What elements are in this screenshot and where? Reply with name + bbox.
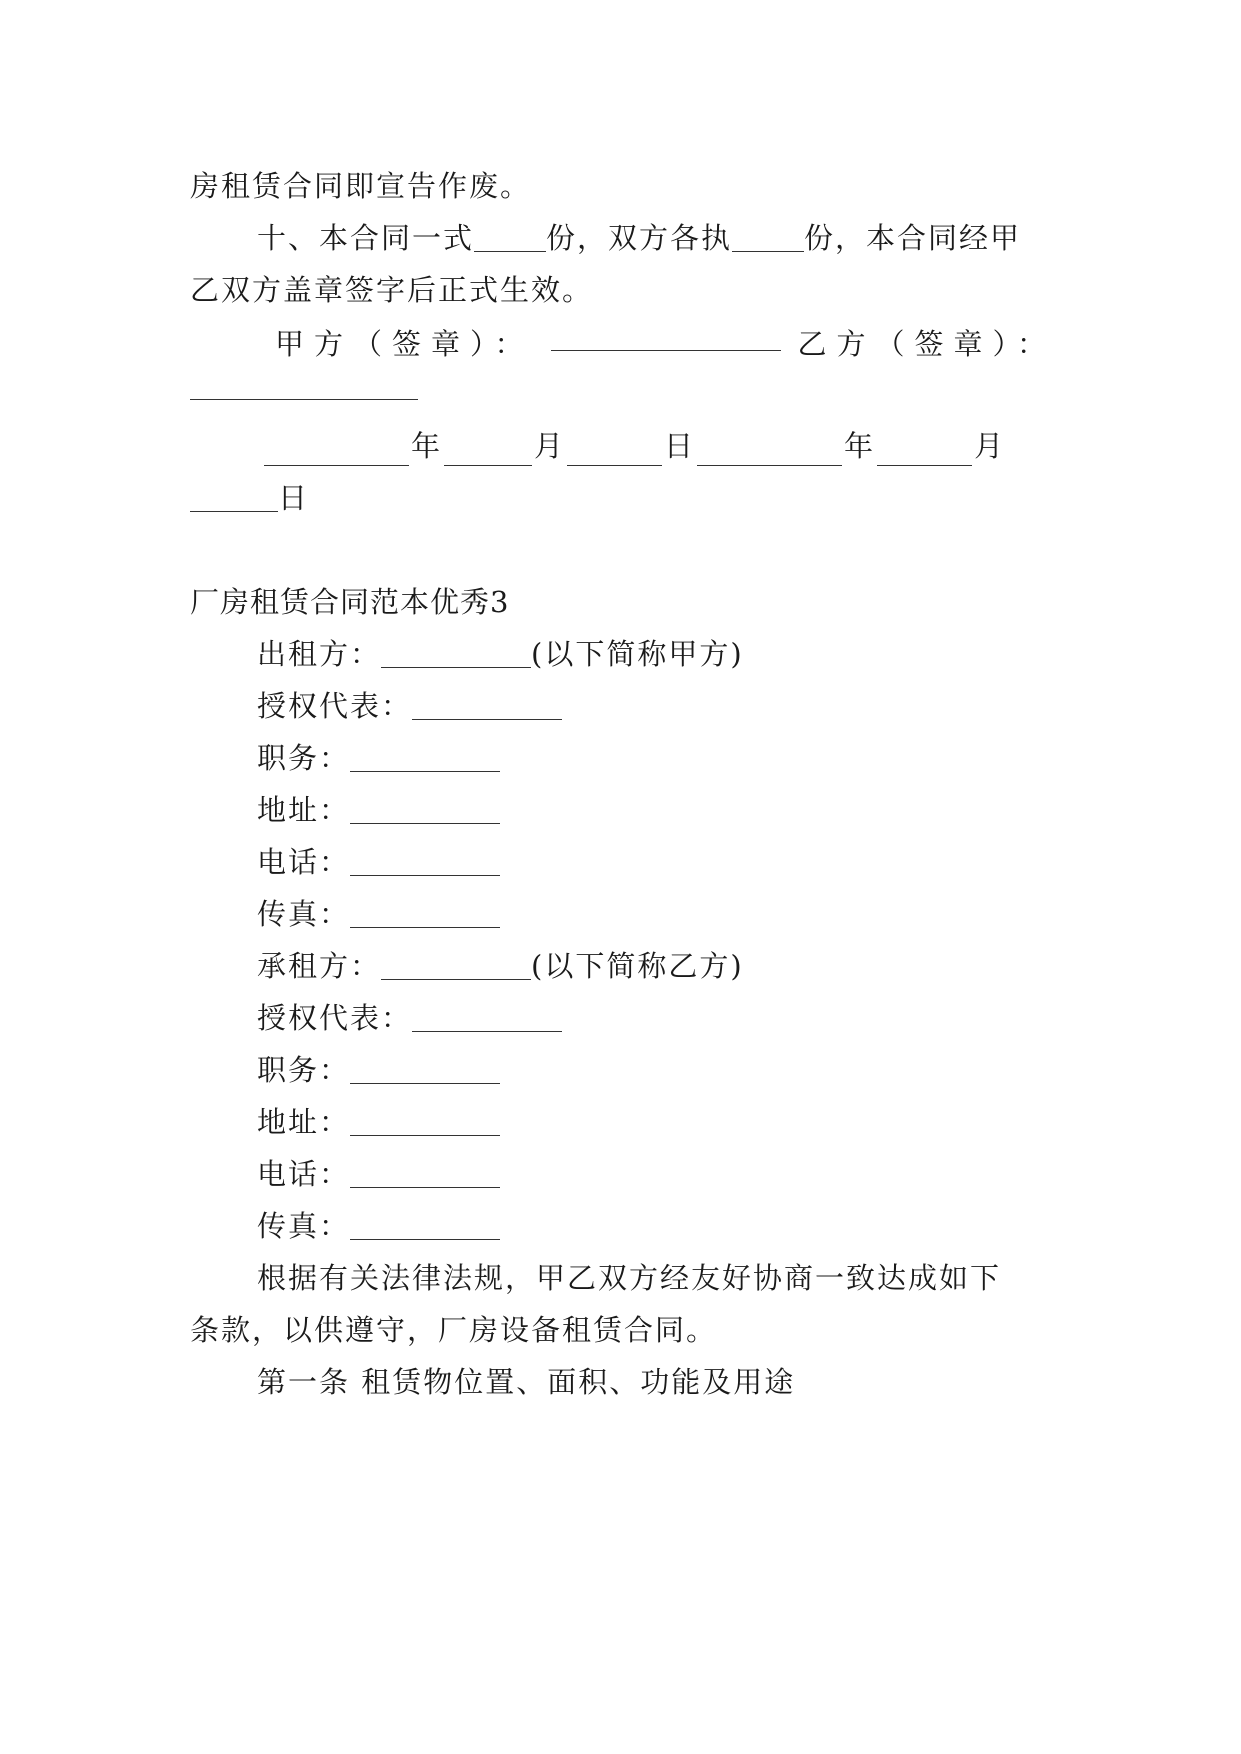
month-blank bbox=[877, 439, 972, 466]
form-blank bbox=[350, 849, 500, 876]
form-blank bbox=[412, 693, 562, 720]
form-blank bbox=[412, 1005, 562, 1032]
form-blank bbox=[350, 797, 500, 824]
position-line: 职务： bbox=[257, 738, 1051, 778]
auth-rep-line: 授权代表： bbox=[257, 998, 1051, 1038]
lessee-line: 承租方： (以下简称乙方) bbox=[257, 949, 744, 983]
text-line: 条款，以供遵守，厂房设备租赁合同。 bbox=[190, 1313, 718, 1347]
form-blank bbox=[350, 1161, 500, 1188]
form-blank bbox=[350, 1057, 500, 1084]
text-line: 房租赁合同即宣告作废。 bbox=[190, 169, 532, 203]
lessor-blank bbox=[381, 641, 531, 668]
phone-line: 电话： bbox=[257, 842, 1051, 882]
phone-line: 电话： bbox=[257, 1154, 1051, 1194]
month-blank bbox=[444, 439, 532, 466]
form-blank bbox=[350, 1213, 500, 1240]
party-b-signature-line bbox=[190, 366, 1051, 406]
address-line: 地址： bbox=[257, 790, 1051, 830]
date-row: 年 月 日 年 月 bbox=[262, 426, 1051, 466]
form-blank bbox=[350, 901, 500, 928]
clause-10-line: 十、本合同一式 份，双方各执 份，本合同经甲 bbox=[257, 221, 1022, 255]
fax-line: 传真： bbox=[257, 894, 1051, 934]
party-b-signature-label: 乙方（签章）： bbox=[797, 327, 1056, 361]
address-line: 地址： bbox=[257, 1102, 1051, 1142]
auth-rep-line: 授权代表： bbox=[257, 686, 1051, 726]
day-blank bbox=[567, 439, 662, 466]
text-line: 根据有关法律法规，甲乙双方经友好协商一致达成如下 bbox=[257, 1261, 1002, 1295]
party-a-signature-label: 甲方（签章）： bbox=[275, 327, 534, 361]
day-blank bbox=[190, 485, 278, 512]
party-b-signature-blank bbox=[190, 373, 418, 400]
section-title: 厂房租赁合同范本优秀3 bbox=[190, 585, 510, 619]
lessee-blank bbox=[381, 953, 531, 980]
position-line: 职务： bbox=[257, 1050, 1051, 1090]
year-blank bbox=[697, 439, 842, 466]
copies-each-blank bbox=[732, 225, 804, 252]
lessor-line: 出租方： (以下简称甲方) bbox=[257, 637, 744, 671]
text-line: 乙双方盖章签字后正式生效。 bbox=[190, 273, 594, 307]
party-a-signature-blank bbox=[551, 324, 781, 351]
year-blank bbox=[264, 439, 409, 466]
signature-row bbox=[275, 324, 1056, 364]
article-heading: 第一条 租赁物位置、面积、功能及用途 bbox=[257, 1365, 796, 1399]
form-blank bbox=[350, 745, 500, 772]
form-blank bbox=[350, 1109, 500, 1136]
fax-line: 传真： bbox=[257, 1206, 1051, 1246]
copies-total-blank bbox=[474, 225, 546, 252]
date-row-continued: 日 bbox=[190, 478, 1051, 518]
